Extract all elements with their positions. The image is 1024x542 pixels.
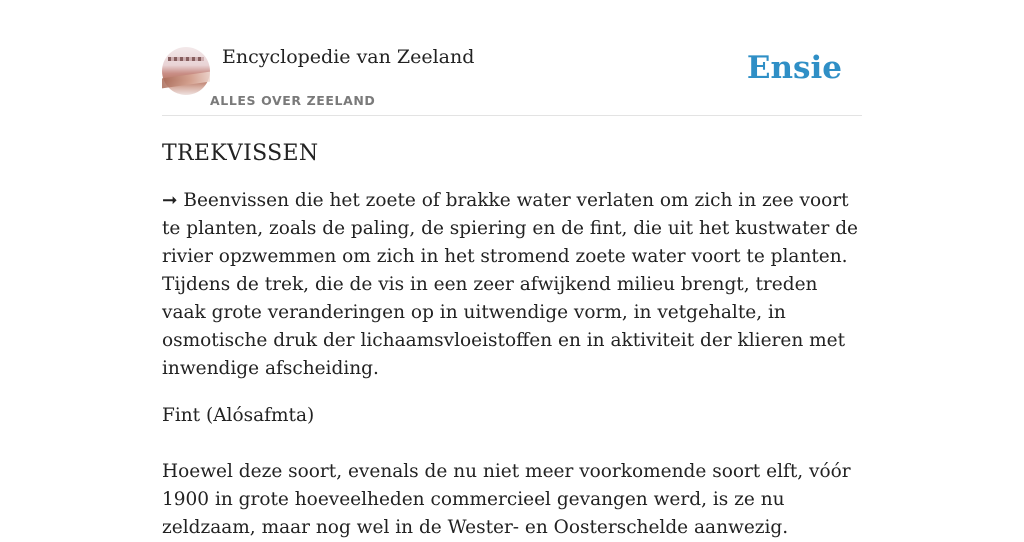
site-title-link[interactable]: Encyclopedie van Zeeland [222, 46, 475, 68]
article-subheading: Fint (Alósafmta) [162, 405, 315, 426]
avatar-image-shape [162, 72, 210, 89]
article-title: TREKVISSEN [162, 141, 319, 166]
site-subtitle: ALLES OVER ZEELAND [210, 93, 376, 108]
avatar-image-detail [168, 57, 204, 61]
article [162, 136, 862, 542]
article-paragraph: Hoewel deze soort, evenals de nu niet meer voorkomende soort elft, vóór 1900 in grote hoeveelheden commercieel gevangen werd, is ze nu zeldzaam, maar nog wel in de Wester- en Oosterschelde aanwezig. [162, 461, 851, 538]
site-header [162, 0, 862, 116]
site-avatar[interactable] [162, 47, 210, 95]
ensie-logo-link[interactable]: Ensie [746, 50, 842, 86]
article-definition: ➞ Beenvissen die het zoete of brakke water verlaten om zich in zee voort te planten, zoals de paling, de spiering en de fint, die uit het kustwater de rivier opzwemmen om zich in het stromend zoete water voort te planten. Tijdens de trek, die de vis in een zeer afwijkend milieu brengt, treden vaak grote veranderingen op in uitwendige vorm, in vetgehalte, in osmotische druk der lichaamsvloeistoffen en in aktiviteit der klieren met inwendige afscheiding. [162, 190, 858, 379]
